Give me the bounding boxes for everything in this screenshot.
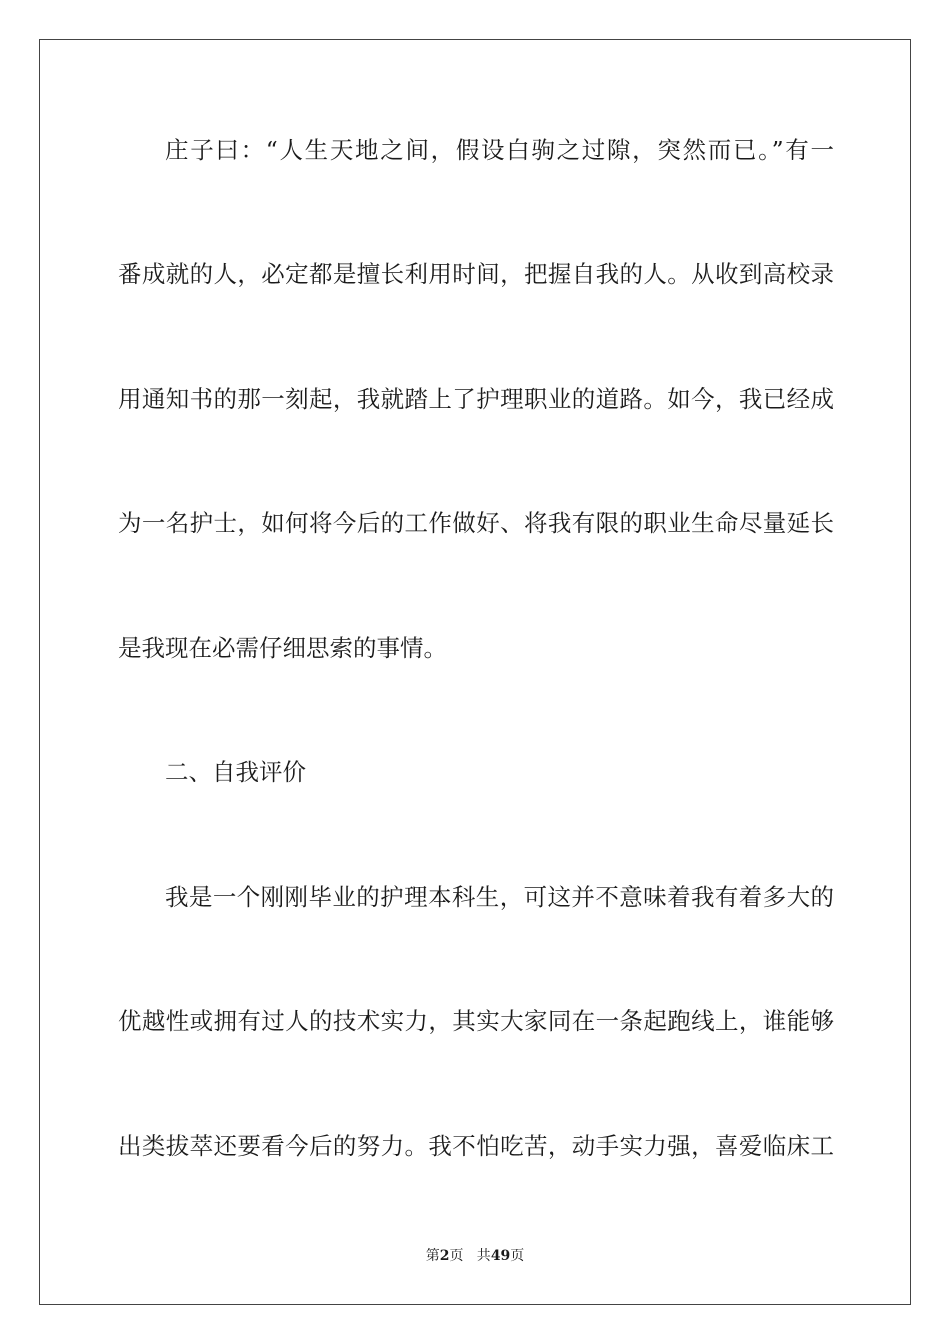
paragraph-line: 为一名护士，如何将今后的工作做好、将我有限的职业生命尽量延长 — [118, 509, 834, 537]
page-border — [39, 39, 911, 1305]
paragraph-line: 优越性或拥有过人的技术实力，其实大家同在一条起跑线上，谁能够 — [118, 1007, 834, 1035]
paragraph-line: 庄子曰：“人生天地之间，假设白驹之过隙，突然而已。”有一 — [165, 136, 834, 164]
footer-suffix: 页 — [510, 1248, 525, 1264]
page-footer — [0, 1247, 950, 1265]
footer-prefix: 第 — [425, 1248, 440, 1264]
footer-middle: 页 共 — [449, 1248, 491, 1264]
current-page-number: 2 — [439, 1248, 450, 1264]
paragraph-line: 用通知书的那一刻起，我就踏上了护理职业的道路。如今，我已经成 — [118, 385, 834, 413]
paragraph-line: 出类拔萃还要看今后的努力。我不怕吃苦，动手实力强，喜爱临床工 — [118, 1132, 834, 1160]
paragraph-line: 是我现在必需仔细思索的事情。 — [118, 634, 447, 662]
paragraph-line: 番成就的人，必定都是擅长利用时间，把握自我的人。从收到高校录 — [118, 260, 834, 288]
paragraph-line: 我是一个刚刚毕业的护理本科生，可这并不意味着我有着多大的 — [165, 883, 834, 911]
total-page-count: 49 — [490, 1248, 511, 1264]
section-heading: 二、自我评价 — [165, 758, 306, 786]
